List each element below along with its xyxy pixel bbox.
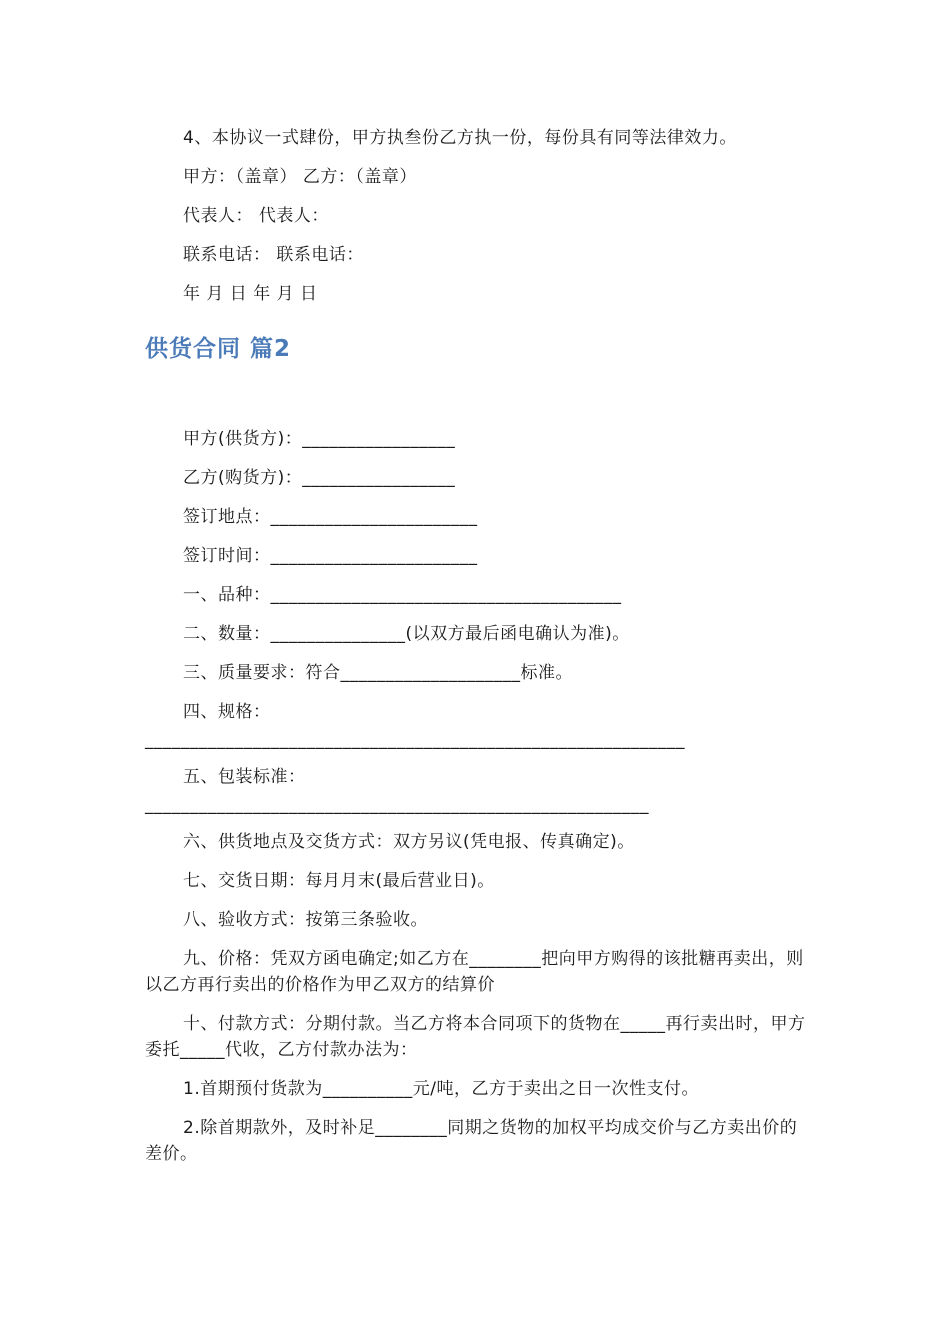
item-4-blank-line: ____________________________________________________________ bbox=[145, 730, 685, 750]
clause-4: 4、本协议一式肆份，甲方执叁份乙方执一份，每份具有同等法律效力。 bbox=[183, 128, 737, 148]
item-5-packaging: 五、包装标准： bbox=[183, 767, 306, 787]
item-3-quality: 三、质量要求：符合____________________标准。 bbox=[183, 663, 573, 683]
item-1-variety: 一、品种：_______________________________________ bbox=[183, 585, 622, 605]
representative-line: 代表人： 代表人： bbox=[183, 206, 329, 226]
phone-line: 联系电话： 联系电话： bbox=[183, 245, 364, 265]
item-2-quantity: 二、数量：_______________(以双方最后函电确认为准)。 bbox=[183, 624, 630, 644]
section-title: 供货合同 篇2 bbox=[145, 336, 292, 362]
item-10-payment: 十、付款方式：分期付款。当乙方将本合同项下的货物在_____再行卖出时，甲方委托_____代收，乙方付款办法为： bbox=[145, 1014, 806, 1060]
item-5-blank-line: ________________________________________________________ bbox=[145, 795, 649, 815]
seal-line: 甲方：（盖章） 乙方：（盖章） bbox=[183, 167, 417, 187]
party-b-line: 乙方(购货方)：_________________ bbox=[183, 468, 456, 488]
payment-term-2: 2.除首期款外，及时补足________同期之货物的加权平均成交价与乙方卖出价的差价。 bbox=[145, 1118, 798, 1164]
item-4-spec: 四、规格： bbox=[183, 702, 271, 722]
item-7-delivery-date: 七、交货日期：每月月末(最后营业日)。 bbox=[183, 871, 495, 891]
item-6-delivery-place: 六、供货地点及交货方式：双方另议(凭电报、传真确定)。 bbox=[183, 832, 635, 852]
date-line: 年 月 日 年 月 日 bbox=[183, 284, 318, 304]
item-8-acceptance: 八、验收方式：按第三条验收。 bbox=[183, 910, 428, 930]
sign-time-line: 签订时间：_______________________ bbox=[183, 546, 478, 566]
party-a-line: 甲方(供货方)：_________________ bbox=[183, 429, 456, 449]
item-9-price: 九、价格：凭双方函电确定;如乙方在________把向甲方购得的该批糖再卖出，则以乙方再行卖出的价格作为甲乙双方的结算价 bbox=[145, 949, 804, 995]
payment-term-1: 1.首期预付货款为__________元/吨，乙方于卖出之日一次性支付。 bbox=[183, 1079, 699, 1099]
sign-place-line: 签订地点：_______________________ bbox=[183, 507, 478, 527]
